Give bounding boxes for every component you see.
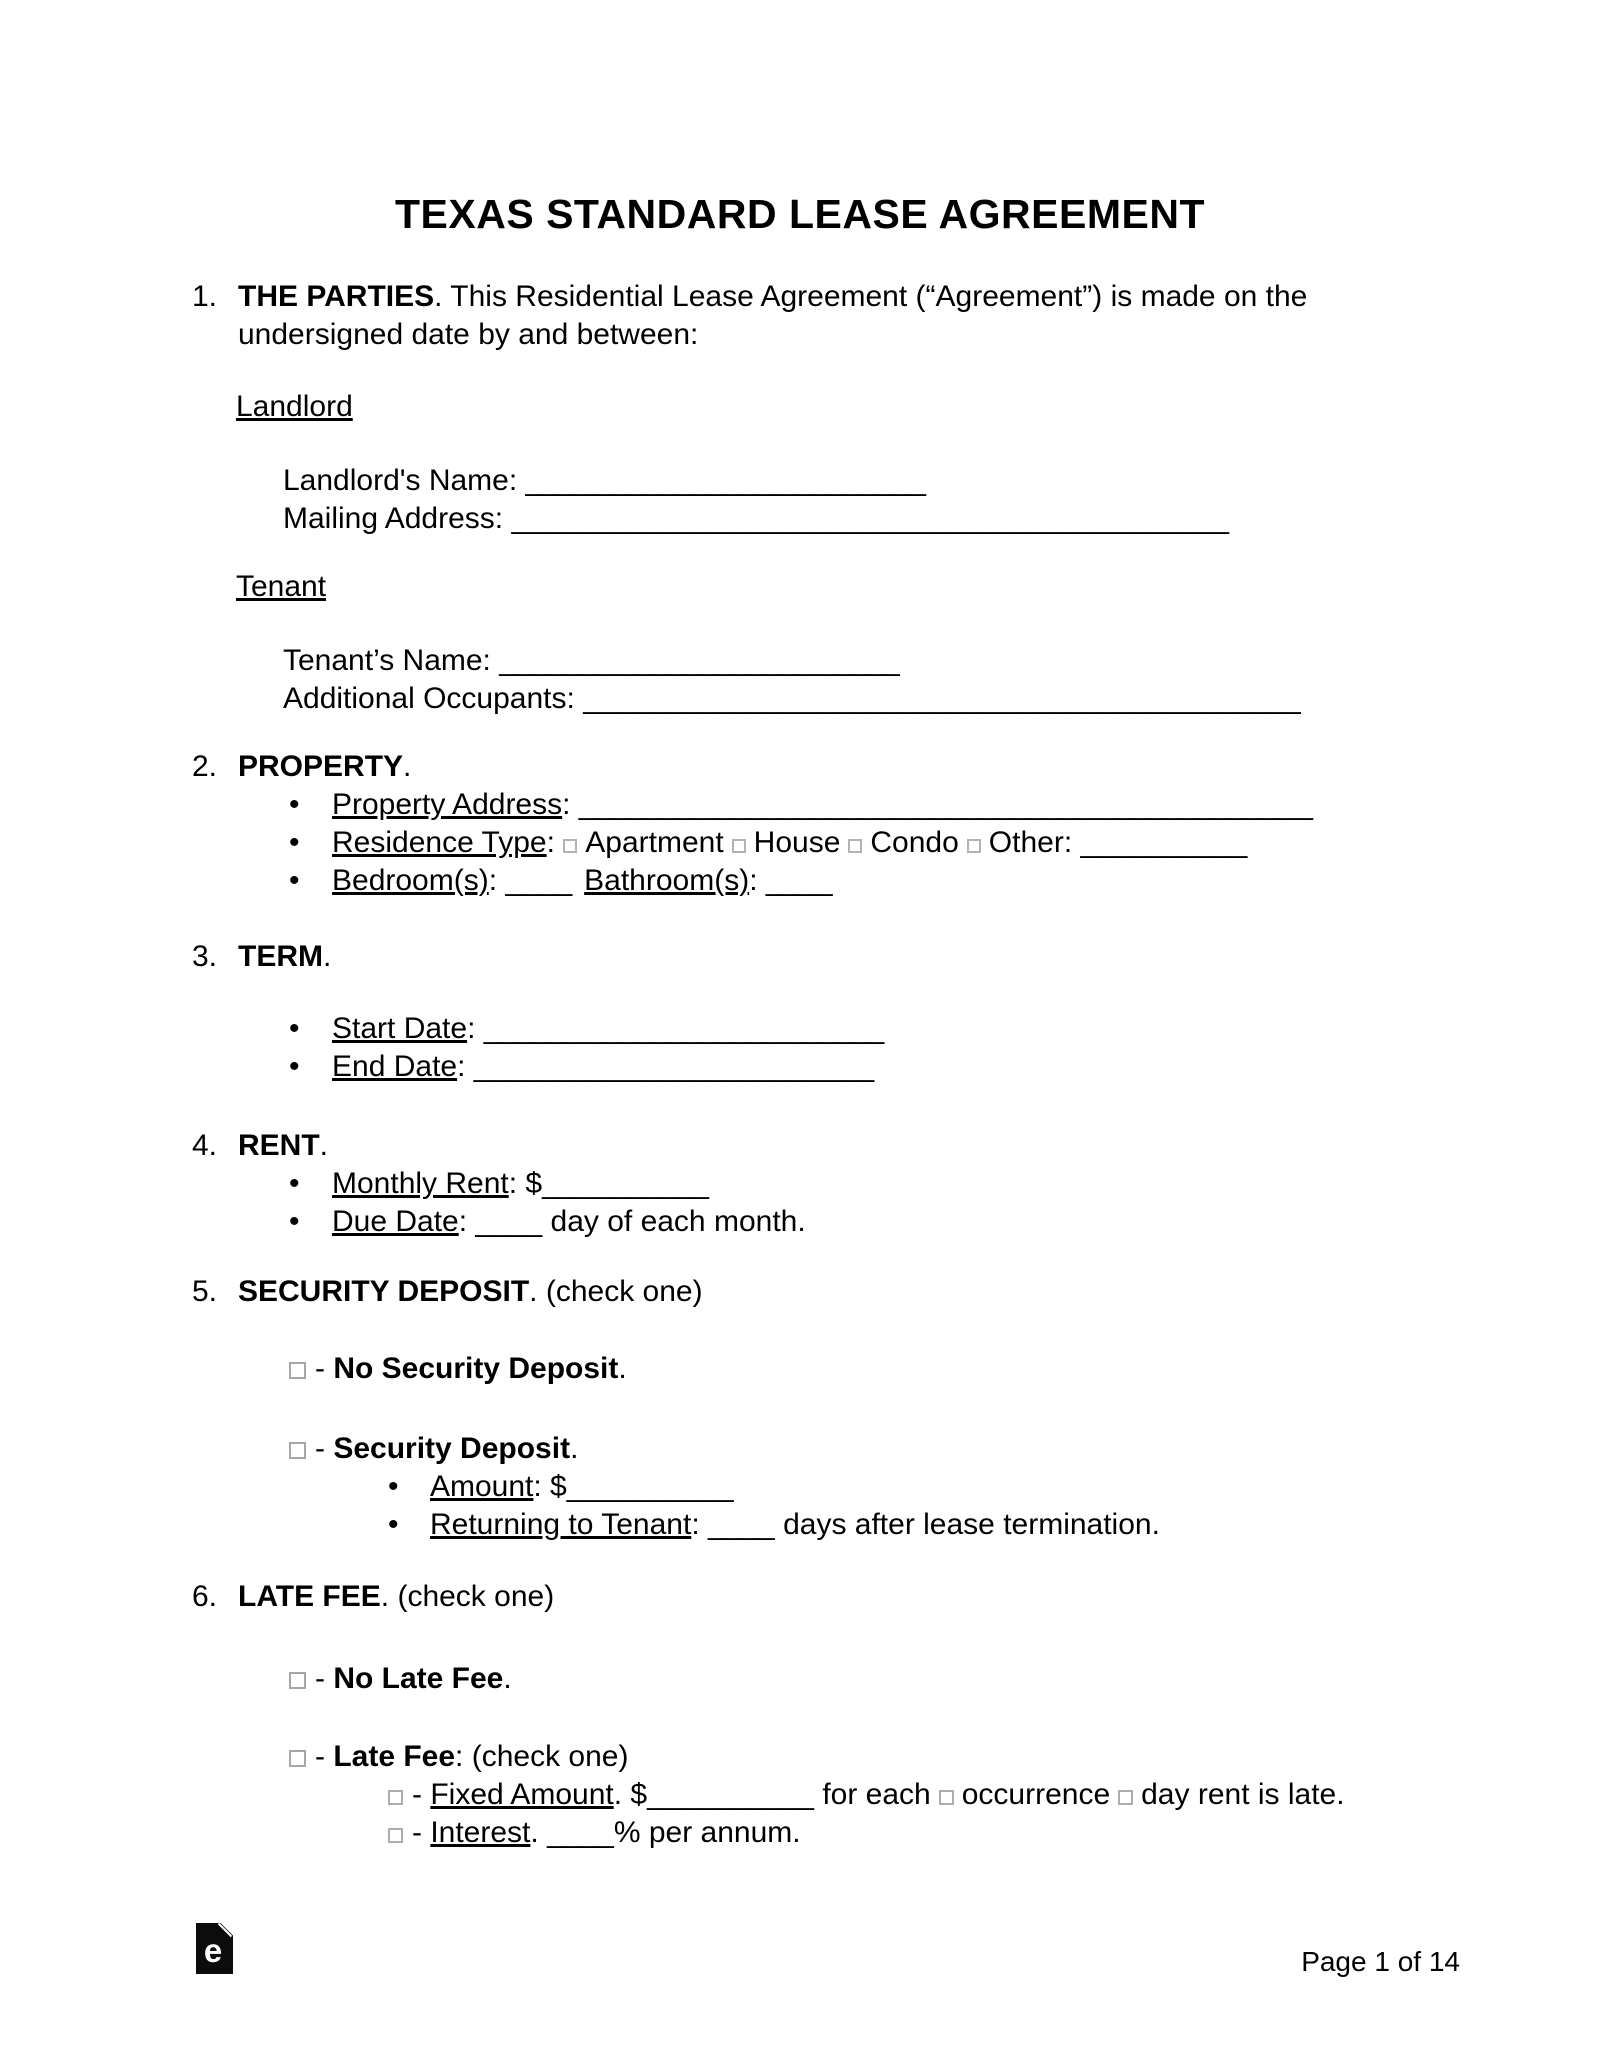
- option-condo-label: Condo: [870, 826, 959, 859]
- monthly-rent-content: Monthly Rent: $__________: [332, 1167, 709, 1200]
- end-date-content: End Date: ________________________: [332, 1050, 875, 1083]
- due-date-label: Due Date: [332, 1205, 459, 1238]
- checkbox-condo[interactable]: [848, 839, 862, 853]
- section-number: 4.: [192, 1129, 218, 1162]
- no-security-deposit-label: No Security Deposit: [333, 1352, 619, 1385]
- fixed-amount-mid-text: for each: [813, 1778, 931, 1811]
- checkbox-no-security-deposit[interactable]: [289, 1362, 306, 1379]
- tenant-name-blank[interactable]: ________________________: [499, 644, 900, 677]
- bed-bath-row: [192, 862, 1470, 900]
- section-property-heading: [192, 748, 1470, 786]
- rent-heading-wrap: RENT.: [238, 1129, 329, 1162]
- security-deposit-row: - Security Deposit.: [192, 1430, 1470, 1468]
- no-late-fee-label: No Late Fee: [333, 1662, 504, 1695]
- monthly-rent-row: [192, 1165, 1470, 1203]
- deposit-amount-content: Amount: $__________: [430, 1470, 734, 1503]
- bullet-icon: •: [289, 1050, 300, 1083]
- deposit-amount-blank[interactable]: __________: [566, 1470, 734, 1503]
- landlord-name-row: [192, 462, 1470, 500]
- deposit-amount-label: Amount: [430, 1470, 534, 1503]
- start-date-label: Start Date: [332, 1012, 468, 1045]
- end-date-row: [192, 1048, 1470, 1086]
- additional-occupants-row: [192, 680, 1470, 718]
- end-date-blank[interactable]: ________________________: [473, 1050, 875, 1083]
- mailing-address-label: Mailing Address:: [283, 502, 504, 535]
- checkbox-day-rent-late[interactable]: [1118, 1790, 1133, 1805]
- section-number: 1.: [192, 280, 218, 313]
- bullet-icon: •: [289, 864, 300, 897]
- section-rent-heading: [192, 1127, 1470, 1165]
- property-address-content: Property Address: ____________________________________________: [332, 788, 1313, 821]
- interest-label: Interest: [430, 1816, 531, 1849]
- deposit-return-blank[interactable]: ____: [707, 1508, 775, 1541]
- option-other-label: Other:: [988, 826, 1081, 859]
- deposit-return-suffix: days after lease termination.: [774, 1508, 1160, 1541]
- term-heading-wrap: TERM.: [238, 940, 332, 973]
- residence-type-row: [192, 824, 1470, 862]
- other-blank[interactable]: __________: [1080, 826, 1248, 859]
- option-apartment-label: Apartment: [585, 826, 724, 859]
- section-security-deposit-heading: [192, 1273, 1470, 1311]
- bedroom-blank[interactable]: ____: [505, 864, 573, 897]
- start-date-content: Start Date: ________________________: [332, 1012, 885, 1045]
- monthly-rent-blank[interactable]: __________: [542, 1167, 709, 1200]
- tenant-name-label: Tenant’s Name:: [283, 644, 491, 677]
- section-number: 3.: [192, 940, 218, 973]
- start-date-row: [192, 1010, 1470, 1048]
- deposit-return-content: Returning to Tenant: ____ days after lease termination.: [430, 1508, 1160, 1541]
- bullet-icon: •: [289, 1205, 300, 1238]
- eforms-logo: [196, 1923, 233, 1984]
- bathroom-label: Bathroom(s): [584, 864, 750, 897]
- checkbox-fixed-amount[interactable]: [388, 1790, 403, 1805]
- bullet-icon: •: [289, 788, 300, 821]
- bedroom-label: Bedroom(s): [332, 864, 489, 897]
- due-date-content: Due Date: ____ day of each month.: [332, 1205, 806, 1238]
- bathroom-blank[interactable]: ____: [765, 864, 833, 897]
- checkbox-security-deposit[interactable]: [289, 1442, 306, 1459]
- start-date-blank[interactable]: ________________________: [483, 1012, 885, 1045]
- additional-occupants-blank[interactable]: ___________________________________________: [583, 682, 1301, 715]
- late-fee-row: - Late Fee: (check one): [192, 1738, 1470, 1776]
- parties-body-text: . This Residential Lease Agreement (“Agreement”) is made on the undersigned date by and between:: [238, 280, 1308, 351]
- checkbox-occurrence[interactable]: [939, 1790, 954, 1805]
- residence-type-content: Residence Type: Apartment House Condo Other: __________: [332, 826, 1248, 859]
- late-fee-heading-wrap: LATE FEE. (check one): [238, 1580, 555, 1613]
- end-date-label: End Date: [332, 1050, 458, 1083]
- deposit-return-row: [192, 1506, 1470, 1544]
- bed-bath-content: Bedroom(s): ____ Bathroom(s): ____: [332, 864, 833, 897]
- residence-type-label: Residence Type: [332, 826, 547, 859]
- bullet-icon: •: [289, 1167, 300, 1200]
- checkbox-apartment[interactable]: [563, 839, 577, 853]
- no-security-deposit-row: - No Security Deposit.: [192, 1350, 1470, 1388]
- fixed-amount-row: - Fixed Amount. $__________ for each occurrence day rent is late.: [192, 1776, 1470, 1814]
- landlord-subheading: Landlord: [236, 390, 353, 423]
- checkbox-other[interactable]: [967, 839, 981, 853]
- fixed-amount-blank[interactable]: __________: [647, 1778, 814, 1811]
- day-rent-late-label: day rent is late.: [1141, 1778, 1345, 1811]
- section-number: 5.: [192, 1275, 218, 1308]
- section-parties-intro: [238, 278, 1448, 354]
- property-heading-wrap: PROPERTY.: [238, 750, 412, 783]
- interest-row: - Interest. ____% per annum.: [192, 1814, 1470, 1852]
- fixed-amount-label: Fixed Amount: [430, 1778, 614, 1811]
- property-address-blank[interactable]: ____________________________________________: [578, 788, 1313, 821]
- security-deposit-heading-wrap: SECURITY DEPOSIT. (check one): [238, 1275, 703, 1308]
- page-number: Page 1 of 14: [1301, 1946, 1460, 1977]
- tenant-subheading: Tenant: [236, 570, 327, 603]
- deposit-amount-row: [192, 1468, 1470, 1506]
- section-number: 2.: [192, 750, 218, 783]
- due-date-suffix: day of each month.: [542, 1205, 806, 1238]
- logo-letter: e: [203, 1932, 223, 1969]
- section-parties-heading: [192, 278, 1470, 354]
- landlord-name-label: Landlord's Name:: [283, 464, 518, 497]
- deposit-return-label: Returning to Tenant: [430, 1508, 692, 1541]
- section-term-heading: [192, 938, 1470, 976]
- bullet-icon: •: [289, 1012, 300, 1045]
- landlord-name-blank[interactable]: ________________________: [525, 464, 926, 497]
- mailing-address-blank[interactable]: ___________________________________________: [511, 502, 1229, 535]
- bullet-icon: •: [388, 1470, 399, 1503]
- bullet-icon: •: [289, 826, 300, 859]
- additional-occupants-label: Additional Occupants:: [283, 682, 575, 715]
- document-body: [0, 278, 1600, 1852]
- due-date-blank[interactable]: ____: [475, 1205, 543, 1238]
- document-title: TEXAS STANDARD LEASE AGREEMENT: [395, 191, 1205, 237]
- parties-heading-text: THE PARTIES: [238, 280, 435, 313]
- bullet-icon: •: [388, 1508, 399, 1541]
- eforms-logo-icon: [196, 1923, 233, 1974]
- checkbox-house[interactable]: [732, 839, 746, 853]
- due-date-row: [192, 1203, 1470, 1241]
- option-house-label: House: [753, 826, 841, 859]
- security-deposit-label: Security Deposit: [333, 1432, 571, 1465]
- property-address-row: [192, 786, 1470, 824]
- occurrence-label: occurrence: [961, 1778, 1111, 1811]
- property-address-label: Property Address: [332, 788, 563, 821]
- checkbox-interest[interactable]: [388, 1828, 403, 1843]
- no-late-fee-row: - No Late Fee.: [192, 1660, 1470, 1698]
- mailing-address-row: [192, 500, 1470, 538]
- section-number: 6.: [192, 1580, 218, 1613]
- section-late-fee-heading: [192, 1578, 1470, 1616]
- monthly-rent-label: Monthly Rent: [332, 1167, 509, 1200]
- interest-blank[interactable]: ____: [547, 1816, 614, 1849]
- tenant-name-row: [192, 642, 1470, 680]
- checkbox-late-fee[interactable]: [289, 1750, 306, 1767]
- interest-suffix: % per annum.: [613, 1816, 801, 1849]
- checkbox-no-late-fee[interactable]: [289, 1672, 306, 1689]
- late-fee-label: Late Fee: [333, 1740, 456, 1773]
